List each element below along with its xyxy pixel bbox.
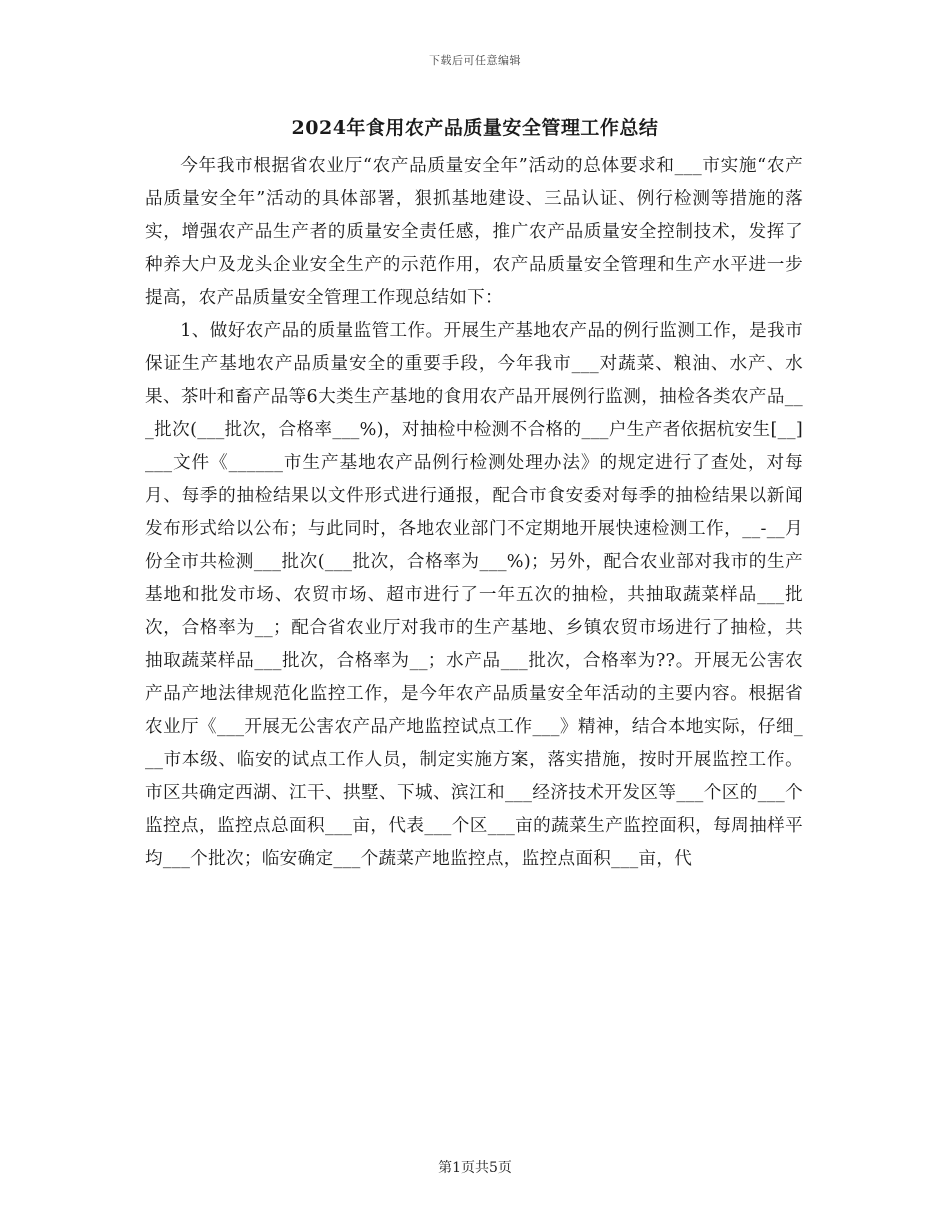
page-header-note: 下载后可任意编辑 bbox=[429, 54, 521, 67]
paragraph-intro: 今年我市根据省农业厅“农产品质量安全年”活动的总体要求和___市实施“农产品质量安全年”活动的具体部署，狠抓基地建设、三品认证、例行检测等措施的落实，增强农产品生产者的质量安全责任感，推广农产品质量安全控制技术，发挥了种养大户及龙头企业安全生产的示范作用，农产品质量安全管理和生产水平进一步提高，农产品质量安全管理工作现总结如下： bbox=[145, 156, 803, 308]
paragraph-section-1: 1、做好农产品的质量监管工作。开展生产基地农产品的例行监测工作，是我市保证生产基地农产品质量安全的重要手段，今年我市___对蔬菜、粮油、水产、水果、茶叶和畜产品等6大类生产基地的食用农产品开展例行监测，抽检各类农产品___批次(___批次，合格率___%)，对抽检中检测不合格的___户生产者依据杭安生[__]___文件《______市生产基地农产品例行检测处理办法》的规定进行了查处，对每月、每季的抽检结果以文件形式进行通报，配合市食安委对每季的抽检结果以新闻发布形式给以公布；与此同时，各地农业部门不定期地开展快速检测工作，__-__月份全市共检测___批次(___批次，合格率为___%)；另外，配合农业部对我市的生产基地和批发市场、农贸市场、超市进行了一年五次的抽检，共抽取蔬菜样品___批次，合格率为__；配合省农业厅对我市的生产基地、乡镇农贸市场进行了抽检，共抽取蔬菜样品___批次，合格率为__；水产品___批次，合格率为??。开展无公害农产品产地法律规范化监控工作，是今年农产品质量安全年活动的主要内容。根据省农业厅《___开展无公害农产品产地监控试点工作___》精神，结合本地实际，仔细___市本级、临安的试点工作人员，制定实施方案，落实措施，按时开展监控工作。市区共确定西湖、江干、拱墅、下城、滨江和___经济技术开发区等___个区的___个监控点，监控点总面积___亩，代表___个区___亩的蔬菜生产监控面积，每周抽样平均___个批次；临安确定___个蔬菜产地监控点，监控点面积___亩，代 bbox=[145, 321, 803, 869]
page-number: 第1页共5页 bbox=[438, 1160, 512, 1176]
document-title: 2024年食用农产品质量安全管理工作总结 bbox=[291, 117, 659, 139]
document-body bbox=[145, 150, 803, 876]
